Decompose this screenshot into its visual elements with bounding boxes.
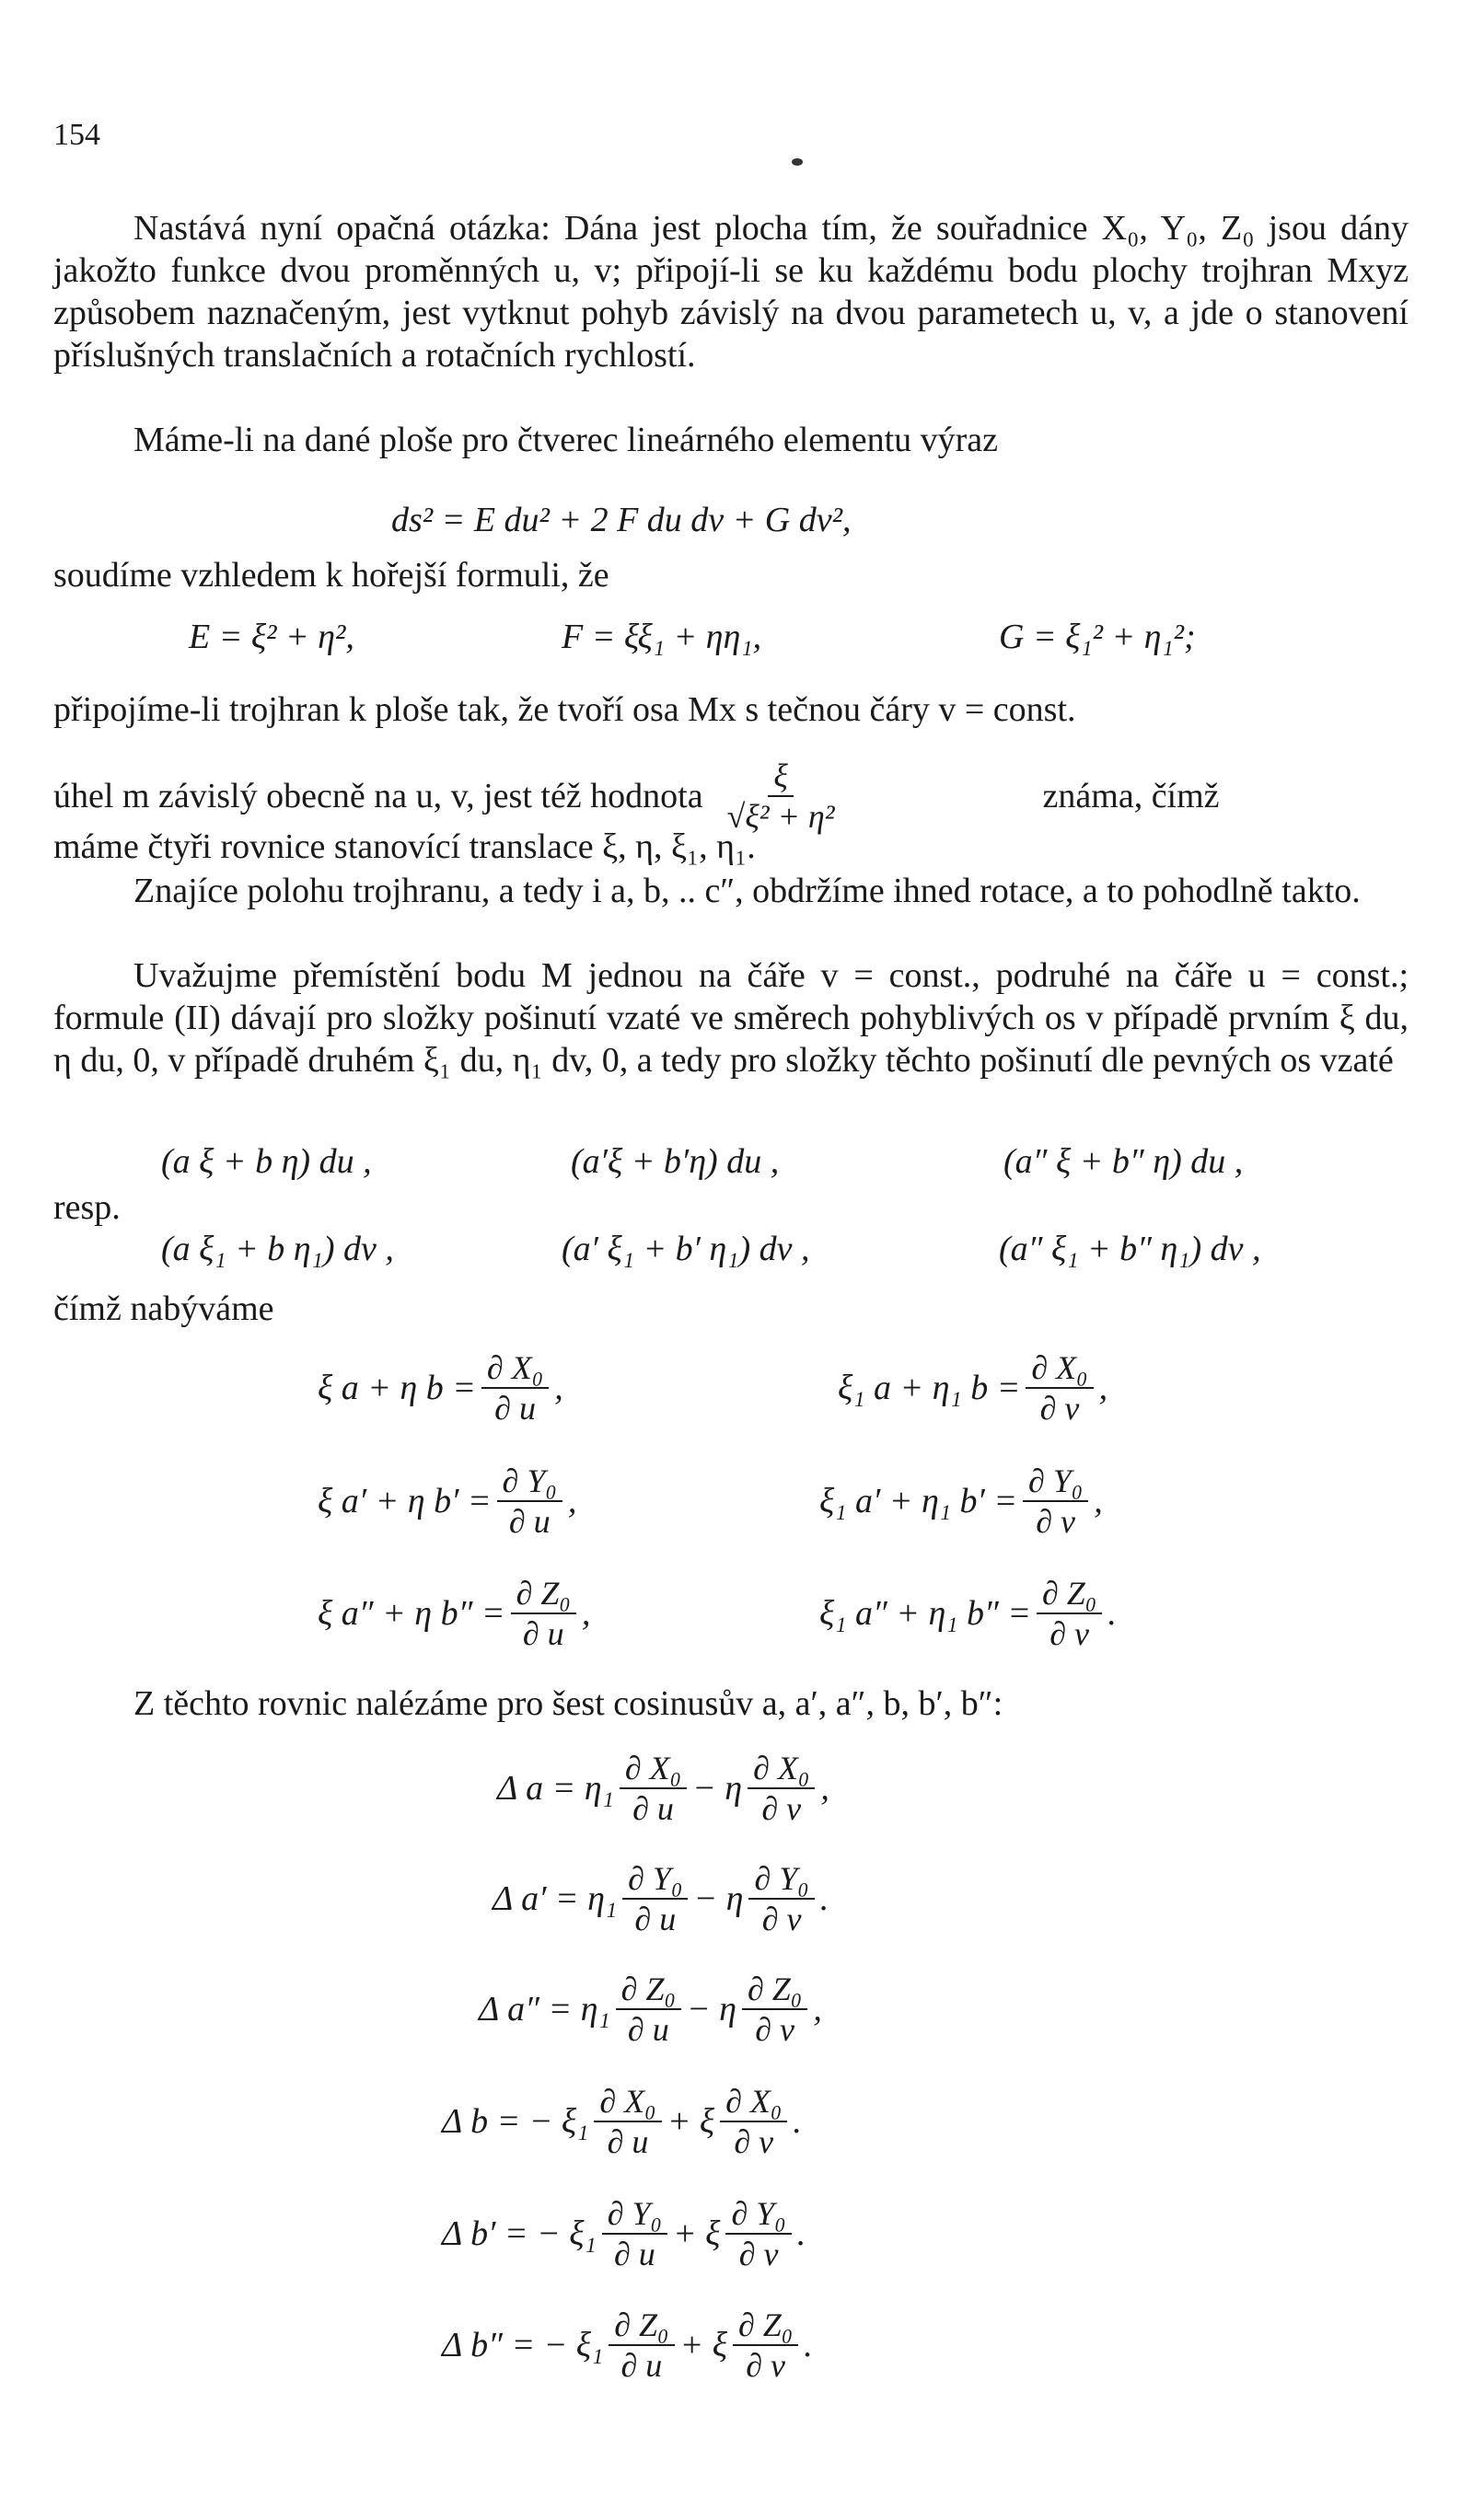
eq-fraction <box>1023 1462 1088 1541</box>
system2-eq-a <box>497 1749 829 1828</box>
system1-eq-2-right <box>819 1462 1103 1541</box>
fraction-numerator: ∂ Z₀ <box>616 1970 681 2010</box>
eq-fraction-1 <box>622 1859 688 1938</box>
fraction-denominator: ∂ v <box>1049 1615 1090 1652</box>
fraction-numerator: ∂ Z₀ <box>733 2306 798 2346</box>
fraction-denominator: ∂ v <box>755 2011 795 2048</box>
system1-eq-3-left <box>318 1574 590 1653</box>
resp-label: resp. <box>53 1188 121 1227</box>
eq-lhs: ξ₁ a″ + η₁ b″ = <box>819 1594 1031 1633</box>
fraction-denominator: ∂ u <box>508 1503 551 1540</box>
component-row2-b: (a′ ξ₁ + b′ η₁) dv , <box>562 1230 810 1268</box>
eq-end: . <box>1107 1594 1117 1633</box>
eq-end: , <box>554 1369 563 1407</box>
eq-lhs: Δ a′ = η₁ <box>493 1879 618 1918</box>
eq-fraction <box>1037 1574 1102 1653</box>
system2-eq-b-prime <box>442 2194 806 2273</box>
equation-ds2: ds² = E du² + 2 F du dv + G dv², <box>391 501 852 539</box>
fraction-numerator: ∂ Y₀ <box>1023 1462 1088 1502</box>
eq-lhs: Δ b″ = − ξ₁ <box>442 2326 604 2364</box>
fraction-numerator: ∂ Z₀ <box>1037 1574 1102 1614</box>
paragraph-attach: připojíme-li trojhran k ploše tak, že tvoří osa Mx s tečnou čáry v = const. <box>53 690 1076 729</box>
page-number: 154 <box>53 118 100 152</box>
fraction-denominator: ∂ v <box>1036 1503 1076 1540</box>
eq-mid: + ξ <box>673 2214 721 2253</box>
eq-end: , <box>581 1594 591 1633</box>
fraction-numerator: ∂ X₀ <box>1026 1348 1093 1389</box>
component-row2-c: (a″ ξ₁ + b″ η₁) dv , <box>999 1230 1261 1268</box>
eq-fraction-1 <box>594 2082 661 2161</box>
system2-eq-a-prime <box>493 1859 829 1938</box>
eq-end: , <box>813 1990 822 2029</box>
eq-end: , <box>567 1482 577 1520</box>
paragraph-question: Nastává nyní opačná otázka: Dána jest plocha tím, že souřadnice X₀, Y₀, Z₀ jsou dány jakožto funkce dvou proměnných u, v; připojí-li se ku každému bodu plochy trojhran Mxyz způsobem naznačeným, jest vytknut pohyb závislý na dvou parametech u, v, a jde o stanovení příslušných translačních a rotačních rychlostí. <box>53 209 1409 375</box>
fraction-numerator: ∂ X₀ <box>748 1749 815 1789</box>
eq-mid: + ξ <box>679 2326 727 2364</box>
fraction-denominator: ∂ u <box>627 2011 669 2048</box>
fraction-denominator: ∂ u <box>632 1790 674 1827</box>
eq-end: . <box>793 2102 802 2141</box>
fraction-denominator: ∂ v <box>738 2236 779 2272</box>
eq-fraction-2 <box>742 1970 807 2049</box>
eq-fraction <box>1026 1348 1093 1428</box>
fraction-numerator: ∂ X₀ <box>720 2082 787 2122</box>
fraction-numerator: ξ <box>768 757 793 797</box>
eq-lhs: ξ a′ + η b′ = <box>318 1482 492 1520</box>
equation-F: F = ξξ₁ + ηη₁, <box>562 618 762 656</box>
paragraph-line-element: Máme-li na dané ploše pro čtverec lineárného elementu výraz <box>133 421 999 459</box>
fraction-numerator: ∂ Y₀ <box>748 1859 814 1900</box>
paragraph-knowing: Znajíce polohu trojhranu, a tedy i a, b, .. c″, obdržíme ihned rotace, a to pohodlně takto. <box>133 872 1361 910</box>
eq-end: . <box>804 2326 813 2364</box>
fraction-denominator: ∂ u <box>522 1615 564 1652</box>
fraction-denominator: ∂ u <box>607 2123 649 2160</box>
paragraph-cosines: Z těchto rovnic nalézáme pro šest cosinusův a, a′, a″, b, b′, b″: <box>133 1684 1003 1723</box>
eq-fraction-1 <box>616 1970 681 2049</box>
fraction-numerator: ∂ X₀ <box>594 2082 661 2122</box>
fraction-numerator: ∂ Z₀ <box>742 1970 807 2010</box>
paragraph-angle <box>53 757 1220 836</box>
component-row2-a: (a ξ₁ + b η₁) dv , <box>161 1230 394 1268</box>
fraction-numerator: ∂ Y₀ <box>497 1462 562 1502</box>
eq-fraction <box>481 1348 549 1428</box>
eq-mid: − η <box>693 1879 744 1918</box>
paragraph-conclude: soudíme vzhledem k hořejší formuli, že <box>53 556 609 595</box>
fraction-numerator: ∂ Z₀ <box>511 1574 576 1614</box>
eq-end: , <box>1098 1369 1108 1407</box>
system1-eq-2-left <box>318 1462 576 1541</box>
eq-fraction-2 <box>720 2082 787 2161</box>
eq-mid: − η <box>692 1769 743 1808</box>
paragraph-four-equations: máme čtyři rovnice stanovící translace ξ, η, ξ₁, η₁. <box>53 827 756 866</box>
component-row1-c: (a″ ξ + b″ η) du , <box>1003 1142 1244 1181</box>
fraction-denominator: ∂ u <box>620 2347 663 2384</box>
fraction-numerator: ∂ X₀ <box>481 1348 549 1389</box>
eq-lhs: ξ₁ a + η₁ b = <box>838 1369 1021 1407</box>
fraction-denominator: ∂ u <box>494 1390 536 1427</box>
eq-end: , <box>1094 1482 1103 1520</box>
angle-text-end: známa, čímž <box>1042 777 1220 815</box>
eq-fraction <box>511 1574 576 1653</box>
equation-E: E = ξ² + η², <box>189 618 354 656</box>
eq-lhs: Δ b = − ξ₁ <box>442 2102 589 2141</box>
eq-fraction-1 <box>609 2306 674 2385</box>
component-row1-b: (a′ξ + b′η) du , <box>571 1142 780 1181</box>
fraction-denominator: ∂ v <box>746 2347 786 2384</box>
eq-lhs: Δ a = η₁ <box>497 1769 614 1808</box>
system1-eq-1-left <box>318 1348 563 1428</box>
eq-mid: − η <box>686 1990 736 2029</box>
eq-fraction-1 <box>602 2194 667 2273</box>
eq-end: , <box>820 1769 829 1808</box>
fraction-denominator: ∂ v <box>734 2123 774 2160</box>
eq-fraction-2 <box>725 2194 791 2273</box>
fraction-numerator: ∂ Y₀ <box>725 2194 791 2235</box>
fraction-denominator: ∂ v <box>761 1901 802 1937</box>
fraction-numerator: ∂ X₀ <box>620 1749 687 1789</box>
system2-eq-b <box>442 2082 802 2161</box>
equation-G: G = ξ₁² + η₁²; <box>999 618 1196 656</box>
fraction-numerator: ∂ Y₀ <box>602 2194 667 2235</box>
eq-mid: + ξ <box>667 2102 715 2141</box>
fraction-denominator: √ξ² + η² <box>726 798 835 835</box>
eq-fraction-2 <box>748 1859 814 1938</box>
eq-end: . <box>796 2214 806 2253</box>
eq-fraction-2 <box>748 1749 815 1828</box>
fraction-denominator: ∂ u <box>634 1901 677 1937</box>
angle-text: úhel m závislý obecně na u, v, jest též hodnota <box>53 777 703 815</box>
system1-eq-3-right <box>819 1574 1117 1653</box>
paragraph-consider: Uvažujme přemístění bodu M jednou na čáře v = const., podruhé na čáře u = const.; formule (II) dávají pro složky pošinutí vzaté ve směrech pohyblivých os v případě prvním ξ du, η du, 0, v případě druhém ξ₁ du, η₁ dv, 0, a tedy pro složky těchto pošinutí dle pevných os vzaté <box>53 956 1409 1080</box>
fraction-denominator: ∂ u <box>613 2236 655 2272</box>
eq-lhs: Δ b′ = − ξ₁ <box>442 2214 597 2253</box>
system2-eq-b-double-prime <box>442 2306 813 2385</box>
system2-eq-a-double-prime <box>479 1970 822 2049</box>
system1-eq-1-right <box>838 1348 1107 1428</box>
eq-fraction-2 <box>733 2306 798 2385</box>
fraction-numerator: ∂ Z₀ <box>609 2306 674 2346</box>
eq-lhs: Δ a″ = η₁ <box>479 1990 610 2029</box>
paragraph-obtain: čímž nabýváme <box>53 1289 274 1328</box>
fraction-numerator: ∂ Y₀ <box>622 1859 688 1900</box>
fraction-denominator: ∂ v <box>1039 1390 1080 1427</box>
component-row1-a: (a ξ + b η) du , <box>161 1142 372 1181</box>
angle-fraction <box>722 757 841 836</box>
ink-smudge <box>792 158 803 166</box>
eq-end: . <box>819 1879 829 1918</box>
fraction-denominator: ∂ v <box>761 1790 802 1827</box>
eq-lhs: ξ a″ + η b″ = <box>318 1594 505 1633</box>
eq-lhs: ξ a + η b = <box>318 1369 476 1407</box>
eq-fraction <box>497 1462 562 1541</box>
eq-lhs: ξ₁ a′ + η₁ b′ = <box>819 1482 1017 1520</box>
eq-fraction-1 <box>620 1749 687 1828</box>
